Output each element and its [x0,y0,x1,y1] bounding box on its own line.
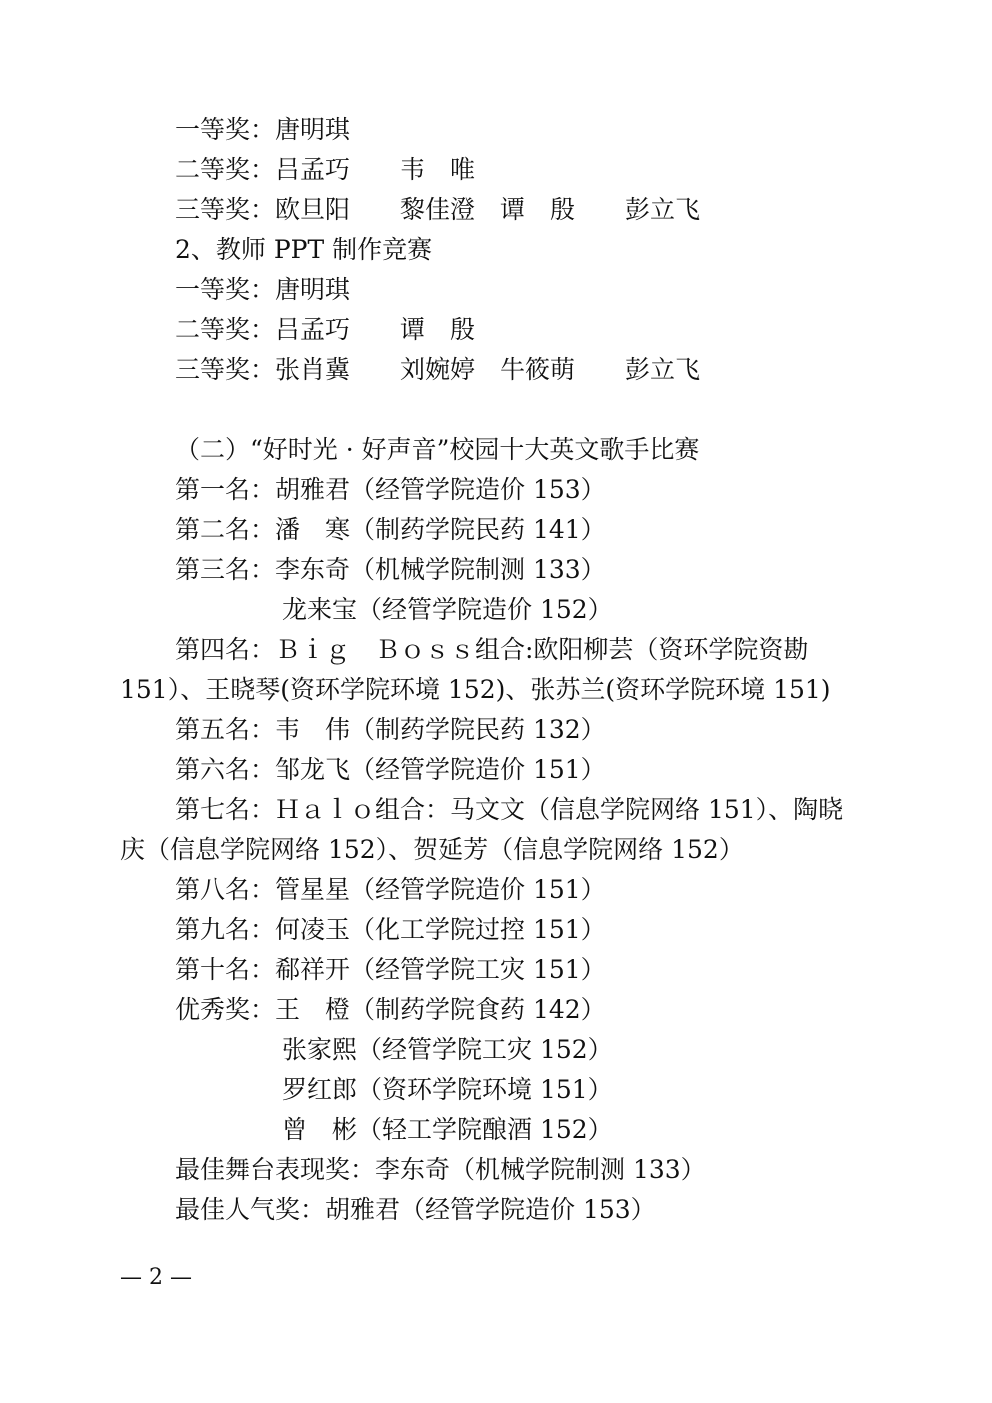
excellence-award-line: 罗红郎（资环学院环境 151） [282,1075,613,1104]
award-line-first-prize: 一等奖：唐明琪 [175,115,351,144]
rank-line-3-second: 龙来宝（经管学院造价 152） [282,595,613,624]
section-heading-teacher-ppt: 2、教师 PPT 制作竞赛 [175,235,433,264]
rank-line-6: 第六名：邹龙飞（经管学院造价 151） [175,755,606,784]
award-line-third-prize: 三等奖：欧旦阳 黎佳澄 谭 殷 彭立飞 [175,195,701,224]
award-line-second-prize: 二等奖：吕孟巧 谭 殷 [175,315,476,344]
excellence-award-line: 张家熙（经管学院工灾 152） [282,1035,613,1064]
rank-line-9: 第九名：何凌玉（化工学院过控 151） [175,915,606,944]
section-heading-singer-contest: （二）“好时光 · 好声音”校园十大英文歌手比赛 [175,435,700,464]
rank-line-4-continued: 151）、王晓琴(资环学院环境 152)、张苏兰(资环学院环境 151) [120,675,831,704]
rank-line-4: 第四名：Ｂｉｇ Ｂｏｓｓ组合:欧阳柳芸（资环学院资勘 [175,635,809,664]
rank-line-2: 第二名：潘 寒（制药学院民药 141） [175,515,606,544]
award-line-third-prize: 三等奖：张肖冀 刘婉婷 牛筱萌 彭立飞 [175,355,701,384]
excellence-award-line: 优秀奖：王 橙（制药学院食药 142） [175,995,606,1024]
rank-line-10: 第十名：郗祥开（经管学院工灾 151） [175,955,606,984]
rank-line-7: 第七名：Ｈａｌｏ组合：马文文（信息学院网络 151）、陶晓 [175,795,844,824]
award-line-first-prize: 一等奖：唐明琪 [175,275,351,304]
award-line-second-prize: 二等奖：吕孟巧 韦 唯 [175,155,476,184]
page-number: — 2 — [120,1265,192,1290]
most-popular-award-line: 最佳人气奖：胡雅君（经管学院造价 153） [175,1195,656,1224]
rank-line-8: 第八名：管星星（经管学院造价 151） [175,875,606,904]
rank-line-1: 第一名：胡雅君（经管学院造价 153） [175,475,606,504]
rank-line-7-continued: 庆（信息学院网络 152）、贺延芳（信息学院网络 152） [120,835,744,864]
rank-line-5: 第五名：韦 伟（制药学院民药 132） [175,715,606,744]
best-stage-award-line: 最佳舞台表现奖：李东奇（机械学院制测 133） [175,1155,706,1184]
rank-line-3: 第三名：李东奇（机械学院制测 133） [175,555,606,584]
excellence-award-line: 曾 彬（轻工学院酿酒 152） [282,1115,613,1144]
